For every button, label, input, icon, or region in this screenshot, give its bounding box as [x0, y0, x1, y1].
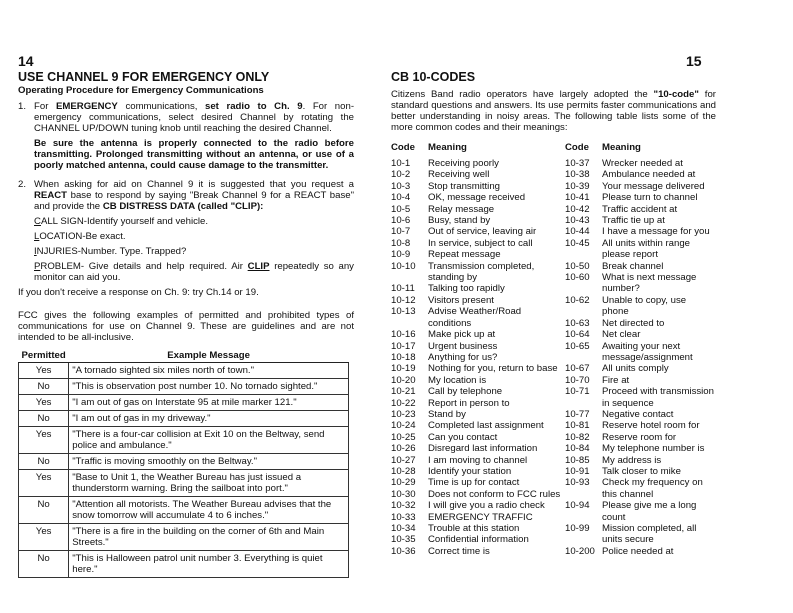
- code-number: 10-65: [565, 340, 590, 352]
- code-row: [391, 329, 561, 340]
- code-number: 10-84: [565, 443, 590, 455]
- code-number: 10-6: [391, 215, 411, 227]
- table-row: [19, 411, 349, 427]
- permitted-cell: Yes: [19, 470, 69, 497]
- example-message-cell: "A tornado sighted six miles north of town.": [69, 363, 349, 379]
- code-meaning: Police needed at: [602, 545, 674, 557]
- code-meaning: My location is: [428, 374, 487, 386]
- code-row: [391, 477, 561, 488]
- code-number: 10-43: [565, 215, 590, 227]
- code-number: 10-17: [391, 340, 416, 352]
- code-meaning: Disregard last information: [428, 443, 538, 455]
- table-row: [19, 379, 349, 395]
- code-number: 10-64: [565, 329, 590, 341]
- code-row: [565, 181, 715, 192]
- code-row: [565, 295, 715, 318]
- permitted-cell: No: [19, 454, 69, 470]
- code-number: 10-41: [565, 192, 590, 204]
- table-row: [19, 470, 349, 497]
- code-number: 10-63: [565, 317, 590, 329]
- code-number: 10-19: [391, 363, 416, 375]
- code-meaning: Time is up for contact: [428, 477, 520, 489]
- code-number: 10-26: [391, 443, 416, 455]
- code-row: [565, 341, 715, 364]
- code-row: [391, 546, 561, 557]
- code-number: 10-32: [391, 500, 416, 512]
- code-row: [391, 204, 561, 215]
- code-meaning: Receiving poorly: [428, 158, 499, 169]
- code-meaning: Negative contact: [602, 408, 674, 420]
- code-row: [565, 443, 715, 454]
- code-row: [391, 466, 561, 477]
- code-row: [391, 249, 561, 260]
- example-message-cell: "This is Halloween patrol unit number 3. Everything is quiet here.": [69, 551, 349, 578]
- right-page: [391, 70, 716, 557]
- code-row: [565, 466, 715, 477]
- code-row: [391, 375, 561, 386]
- step-number: 1.: [18, 101, 27, 112]
- code-meaning: Confidential information: [428, 534, 529, 546]
- code-meaning: Make pick up at: [428, 329, 496, 341]
- code-meaning: Trouble at this station: [428, 523, 520, 534]
- meaning-header: Meaning: [602, 142, 641, 153]
- code-number: 10-16: [391, 329, 416, 341]
- code-meaning: Proceed with transmission in sequence: [602, 386, 714, 409]
- code-number: 10-44: [565, 226, 590, 238]
- step-2-text: When asking for aid on Channel 9 it is suggested that you request a REACT base to respond by saying "Break Channel 9 for a REACT base" and provide the CB DISTRESS DATA (called "CLIP):: [34, 179, 354, 212]
- code-number: 10-45: [565, 237, 590, 249]
- code-number: 10-38: [565, 169, 590, 181]
- code-meaning: Does not conform to FCC rules: [428, 488, 561, 500]
- code-row: [391, 295, 561, 306]
- table-row: [19, 551, 349, 578]
- code-number: 10-33: [391, 511, 416, 523]
- code-row: [565, 546, 715, 557]
- example-message-cell: "This is observation post number 10. No tornado sighted.": [69, 379, 349, 395]
- code-row: [391, 398, 561, 409]
- code-row: [565, 318, 715, 329]
- code-meaning: All units comply: [602, 363, 669, 375]
- table-row: [19, 497, 349, 524]
- code-number: 10-7: [391, 226, 411, 238]
- code-meaning: Stop transmitting: [428, 180, 500, 192]
- code-number: 10-23: [391, 408, 416, 420]
- code-meaning: In service, subject to call: [428, 237, 533, 249]
- code-row: [565, 375, 715, 386]
- permitted-cell: Yes: [19, 363, 69, 379]
- codes-column-right: [565, 142, 715, 557]
- code-row: [565, 363, 715, 374]
- code-meaning: Traffic tie up at: [602, 215, 665, 227]
- code-number: 10-91: [565, 465, 590, 477]
- code-row: [565, 158, 715, 169]
- code-number: 10-25: [391, 431, 416, 443]
- no-response-note: If you don't receive a response on Ch. 9: try Ch.14 or 19.: [18, 287, 259, 298]
- code-number: 10-1: [391, 158, 411, 169]
- code-row: [565, 329, 715, 340]
- page-number-left: 14: [18, 53, 34, 69]
- code-number: 10-70: [565, 374, 590, 386]
- code-row: [391, 409, 561, 420]
- code-meaning: Talk closer to mike: [602, 465, 681, 477]
- code-meaning: I am moving to channel: [428, 454, 528, 466]
- code-meaning: What is next message number?: [602, 272, 697, 295]
- code-meaning: Fire at: [602, 374, 630, 386]
- code-row: [565, 204, 715, 215]
- code-meaning: Ambulance needed at: [602, 169, 696, 181]
- table-row: [19, 363, 349, 379]
- code-row: [391, 523, 561, 534]
- example-message-cell: "There is a four-car collision at Exit 10 on the Beltway, send police and ambulance.": [69, 427, 349, 454]
- code-row: [565, 409, 715, 420]
- code-number: 10-77: [565, 408, 590, 420]
- permitted-cell: No: [19, 497, 69, 524]
- code-meaning: Please give me a long count: [602, 500, 697, 523]
- code-meaning: Nothing for you, return to base: [428, 363, 558, 375]
- code-number: 10-60: [565, 272, 590, 284]
- code-meaning: Check my frequency on this channel: [602, 477, 703, 500]
- clip-call-sign: CALL SIGN-Identify yourself and vehicle.: [34, 216, 209, 227]
- code-row: [391, 158, 561, 169]
- example-message-cell: "I am out of gas on Interstate 95 at mile marker 121.": [69, 395, 349, 411]
- code-number: 10-27: [391, 454, 416, 466]
- code-number: 10-82: [565, 431, 590, 443]
- example-message-cell: "Traffic is moving smoothly on the Beltway.": [69, 454, 349, 470]
- code-row: [391, 363, 561, 374]
- code-meaning: Completed last assignment: [428, 420, 544, 432]
- code-meaning: My address is: [602, 454, 662, 466]
- clip-injuries: INJURIES-Number. Type. Trapped?: [34, 246, 187, 257]
- example-message-cell: "I am out of gas in my driveway.": [69, 411, 349, 427]
- code-row: [391, 283, 561, 294]
- code-meaning: Repeat message: [428, 249, 501, 261]
- header-example-message: Example Message: [69, 350, 349, 363]
- meaning-header: Meaning: [428, 142, 467, 153]
- code-meaning: I have a message for you: [602, 226, 710, 238]
- code-number: 10-3: [391, 180, 411, 192]
- permitted-cell: No: [19, 379, 69, 395]
- code-number: 10-94: [565, 500, 590, 512]
- permitted-cell: No: [19, 411, 69, 427]
- code-row: [391, 455, 561, 466]
- code-meaning: Visitors present: [428, 294, 494, 306]
- codes-column-left: [391, 142, 561, 557]
- code-number: 10-67: [565, 363, 590, 375]
- code-number: 10-85: [565, 454, 590, 466]
- example-message-cell: "Attention all motorists. The Weather Bureau advises that the snow tomorrow will accumulate 4 to 6 inches.": [69, 497, 349, 524]
- code-meaning: Unable to copy, use phone: [602, 294, 687, 318]
- code-number: 10-42: [565, 203, 590, 215]
- code-number: 10-81: [565, 420, 590, 432]
- code-number: 10-9: [391, 249, 411, 261]
- code-row: [391, 420, 561, 431]
- code-row: [391, 238, 561, 249]
- code-meaning: Wrecker needed at: [602, 158, 683, 169]
- code-meaning: Can you contact: [428, 431, 498, 443]
- code-number: 10-11: [391, 283, 415, 295]
- code-meaning: Busy, stand by: [428, 215, 491, 227]
- code-row: [391, 386, 561, 397]
- code-header: Code: [391, 142, 415, 153]
- code-meaning: Reserve room for: [602, 431, 677, 443]
- code-meaning: Report in person to: [428, 397, 510, 409]
- code-header: Code: [565, 142, 589, 153]
- code-meaning: Receiving well: [428, 169, 490, 181]
- code-row: [391, 192, 561, 203]
- code-meaning: Please turn to channel: [602, 192, 698, 204]
- code-row: [391, 341, 561, 352]
- code-meaning: I will give you a radio check: [428, 500, 545, 512]
- code-row: [391, 352, 561, 363]
- code-number: 10-99: [565, 523, 590, 534]
- code-meaning: OK, message received: [428, 192, 526, 204]
- code-meaning: Break channel: [602, 260, 664, 272]
- code-row: [565, 272, 715, 295]
- code-row: [391, 215, 561, 226]
- code-meaning: Net clear: [602, 329, 641, 341]
- code-number: 10-28: [391, 465, 416, 477]
- code-number: 10-200: [565, 545, 595, 557]
- code-row: [565, 238, 715, 261]
- step-1: [18, 101, 354, 171]
- step-number: 2.: [18, 179, 27, 190]
- table-row: [19, 395, 349, 411]
- fcc-guidelines: FCC gives the following examples of permitted and prohibited types of communications for use on Channel 9. These are guidelines and are not intended to be all-inclusive.: [18, 310, 354, 343]
- code-meaning: Reserve hotel room for: [602, 420, 700, 432]
- code-number: 10-2: [391, 169, 411, 181]
- code-row: [391, 226, 561, 237]
- code-meaning: Mission completed, all units secure: [602, 523, 697, 546]
- permitted-cell: Yes: [19, 395, 69, 411]
- code-meaning: Call by telephone: [428, 386, 503, 398]
- example-message-cell: "There is a fire in the building on the corner of 6th and Main Streets.": [69, 524, 349, 551]
- code-number: 10-24: [391, 420, 416, 432]
- code-row: [565, 420, 715, 431]
- code-meaning: Net directed to: [602, 317, 665, 329]
- codes-title: CB 10-CODES: [391, 70, 476, 84]
- table-row: [19, 454, 349, 470]
- code-meaning: Correct time is: [428, 545, 490, 557]
- page-number-right: 15: [686, 53, 702, 69]
- code-row: [565, 226, 715, 237]
- code-row: [391, 489, 561, 500]
- code-number: 10-29: [391, 477, 416, 489]
- code-number: 10-93: [565, 477, 590, 489]
- permitted-examples-table: [18, 350, 349, 578]
- code-number: 10-50: [565, 260, 590, 272]
- clip-location: LOCATION-Be exact.: [34, 231, 126, 242]
- code-row: [391, 432, 561, 443]
- table-row: [19, 427, 349, 454]
- code-row: [391, 534, 561, 545]
- permitted-cell: No: [19, 551, 69, 578]
- code-number: 10-12: [391, 294, 416, 306]
- code-number: 10-5: [391, 203, 411, 215]
- code-meaning: Anything for us?: [428, 351, 498, 363]
- code-meaning: Awaiting your next message/assignment: [602, 340, 693, 363]
- code-row: [565, 500, 715, 523]
- code-meaning: Transmission completed, standing by: [428, 260, 535, 284]
- permitted-cell: Yes: [19, 427, 69, 454]
- code-number: 10-62: [565, 294, 590, 306]
- code-row: [391, 169, 561, 180]
- procedure-subtitle: Operating Procedure for Emergency Communications: [18, 85, 264, 96]
- code-row: [391, 500, 561, 511]
- clip-problem: PROBLEM- Give details and help required. Air CLIP repeatedly so any monitor can aid you.: [34, 261, 354, 283]
- code-number: 10-10: [391, 260, 416, 272]
- code-meaning: Relay message: [428, 203, 495, 215]
- permitted-cell: Yes: [19, 524, 69, 551]
- code-row: [391, 181, 561, 192]
- code-meaning: Your message delivered: [602, 180, 705, 192]
- code-row: [391, 306, 561, 329]
- code-meaning: Out of service, leaving air: [428, 226, 537, 238]
- page-title: USE CHANNEL 9 FOR EMERGENCY ONLY: [18, 70, 270, 84]
- code-row: [565, 192, 715, 203]
- code-row: [565, 169, 715, 180]
- code-number: 10-37: [565, 158, 590, 169]
- code-row: [391, 443, 561, 454]
- header-permitted: Permitted: [19, 350, 69, 363]
- code-number: 10-71: [565, 386, 590, 398]
- code-row: [565, 215, 715, 226]
- step-2: [18, 179, 354, 283]
- code-number: 10-35: [391, 534, 416, 546]
- code-number: 10-34: [391, 523, 416, 534]
- code-number: 10-4: [391, 192, 411, 204]
- antenna-warning: Be sure the antenna is properly connected to the radio before transmitting. Prolonged transmitting without an antenna, or use of a poorly matched antenna, could cause damage to the transmitter.: [34, 138, 354, 171]
- code-number: 10-21: [391, 386, 416, 398]
- code-number: 10-39: [565, 180, 590, 192]
- code-meaning: All units within range please report: [602, 237, 690, 261]
- code-meaning: Traffic accident at: [602, 203, 678, 215]
- example-message-cell: "Base to Unit 1, the Weather Bureau has just issued a thunderstorm warning. Bring the sailboat into port.": [69, 470, 349, 497]
- code-row: [565, 386, 715, 409]
- code-meaning: Urgent business: [428, 340, 498, 352]
- code-number: 10-20: [391, 374, 416, 386]
- code-meaning: EMERGENCY TRAFFIC: [428, 511, 533, 523]
- left-page: [18, 70, 354, 578]
- code-number: 10-18: [391, 351, 416, 363]
- code-row: [565, 523, 715, 546]
- codes-intro: Citizens Band radio operators have largely adopted the "10-code" for standard questions and answers. Its use permits faster communications and better understanding in noisy areas. The following table lists some of the more common codes and their meanings:: [391, 89, 716, 133]
- step-1-text: For EMERGENCY communications, set radio to Ch. 9. For non-emergency communications, select desired Channel by rotating the CHANNEL UP/DOWN tuning knob until reaching the desired Channel.: [34, 101, 355, 134]
- code-row: [391, 512, 561, 523]
- code-row: [565, 477, 715, 500]
- code-meaning: My telephone number is: [602, 443, 705, 455]
- code-row: [565, 432, 715, 443]
- code-number: 10-36: [391, 545, 416, 557]
- code-number: 10-22: [391, 397, 416, 409]
- code-meaning: Advise Weather/Road conditions: [428, 306, 522, 329]
- code-number: 10-8: [391, 237, 411, 249]
- code-row: [391, 261, 561, 284]
- code-number: 10-13: [391, 306, 416, 318]
- table-row: [19, 524, 349, 551]
- code-meaning: Stand by: [428, 408, 466, 420]
- code-meaning: Talking too rapidly: [428, 283, 505, 295]
- code-row: [565, 261, 715, 272]
- code-meaning: Identify your station: [428, 465, 512, 477]
- code-number: 10-30: [391, 488, 416, 500]
- code-row: [565, 455, 715, 466]
